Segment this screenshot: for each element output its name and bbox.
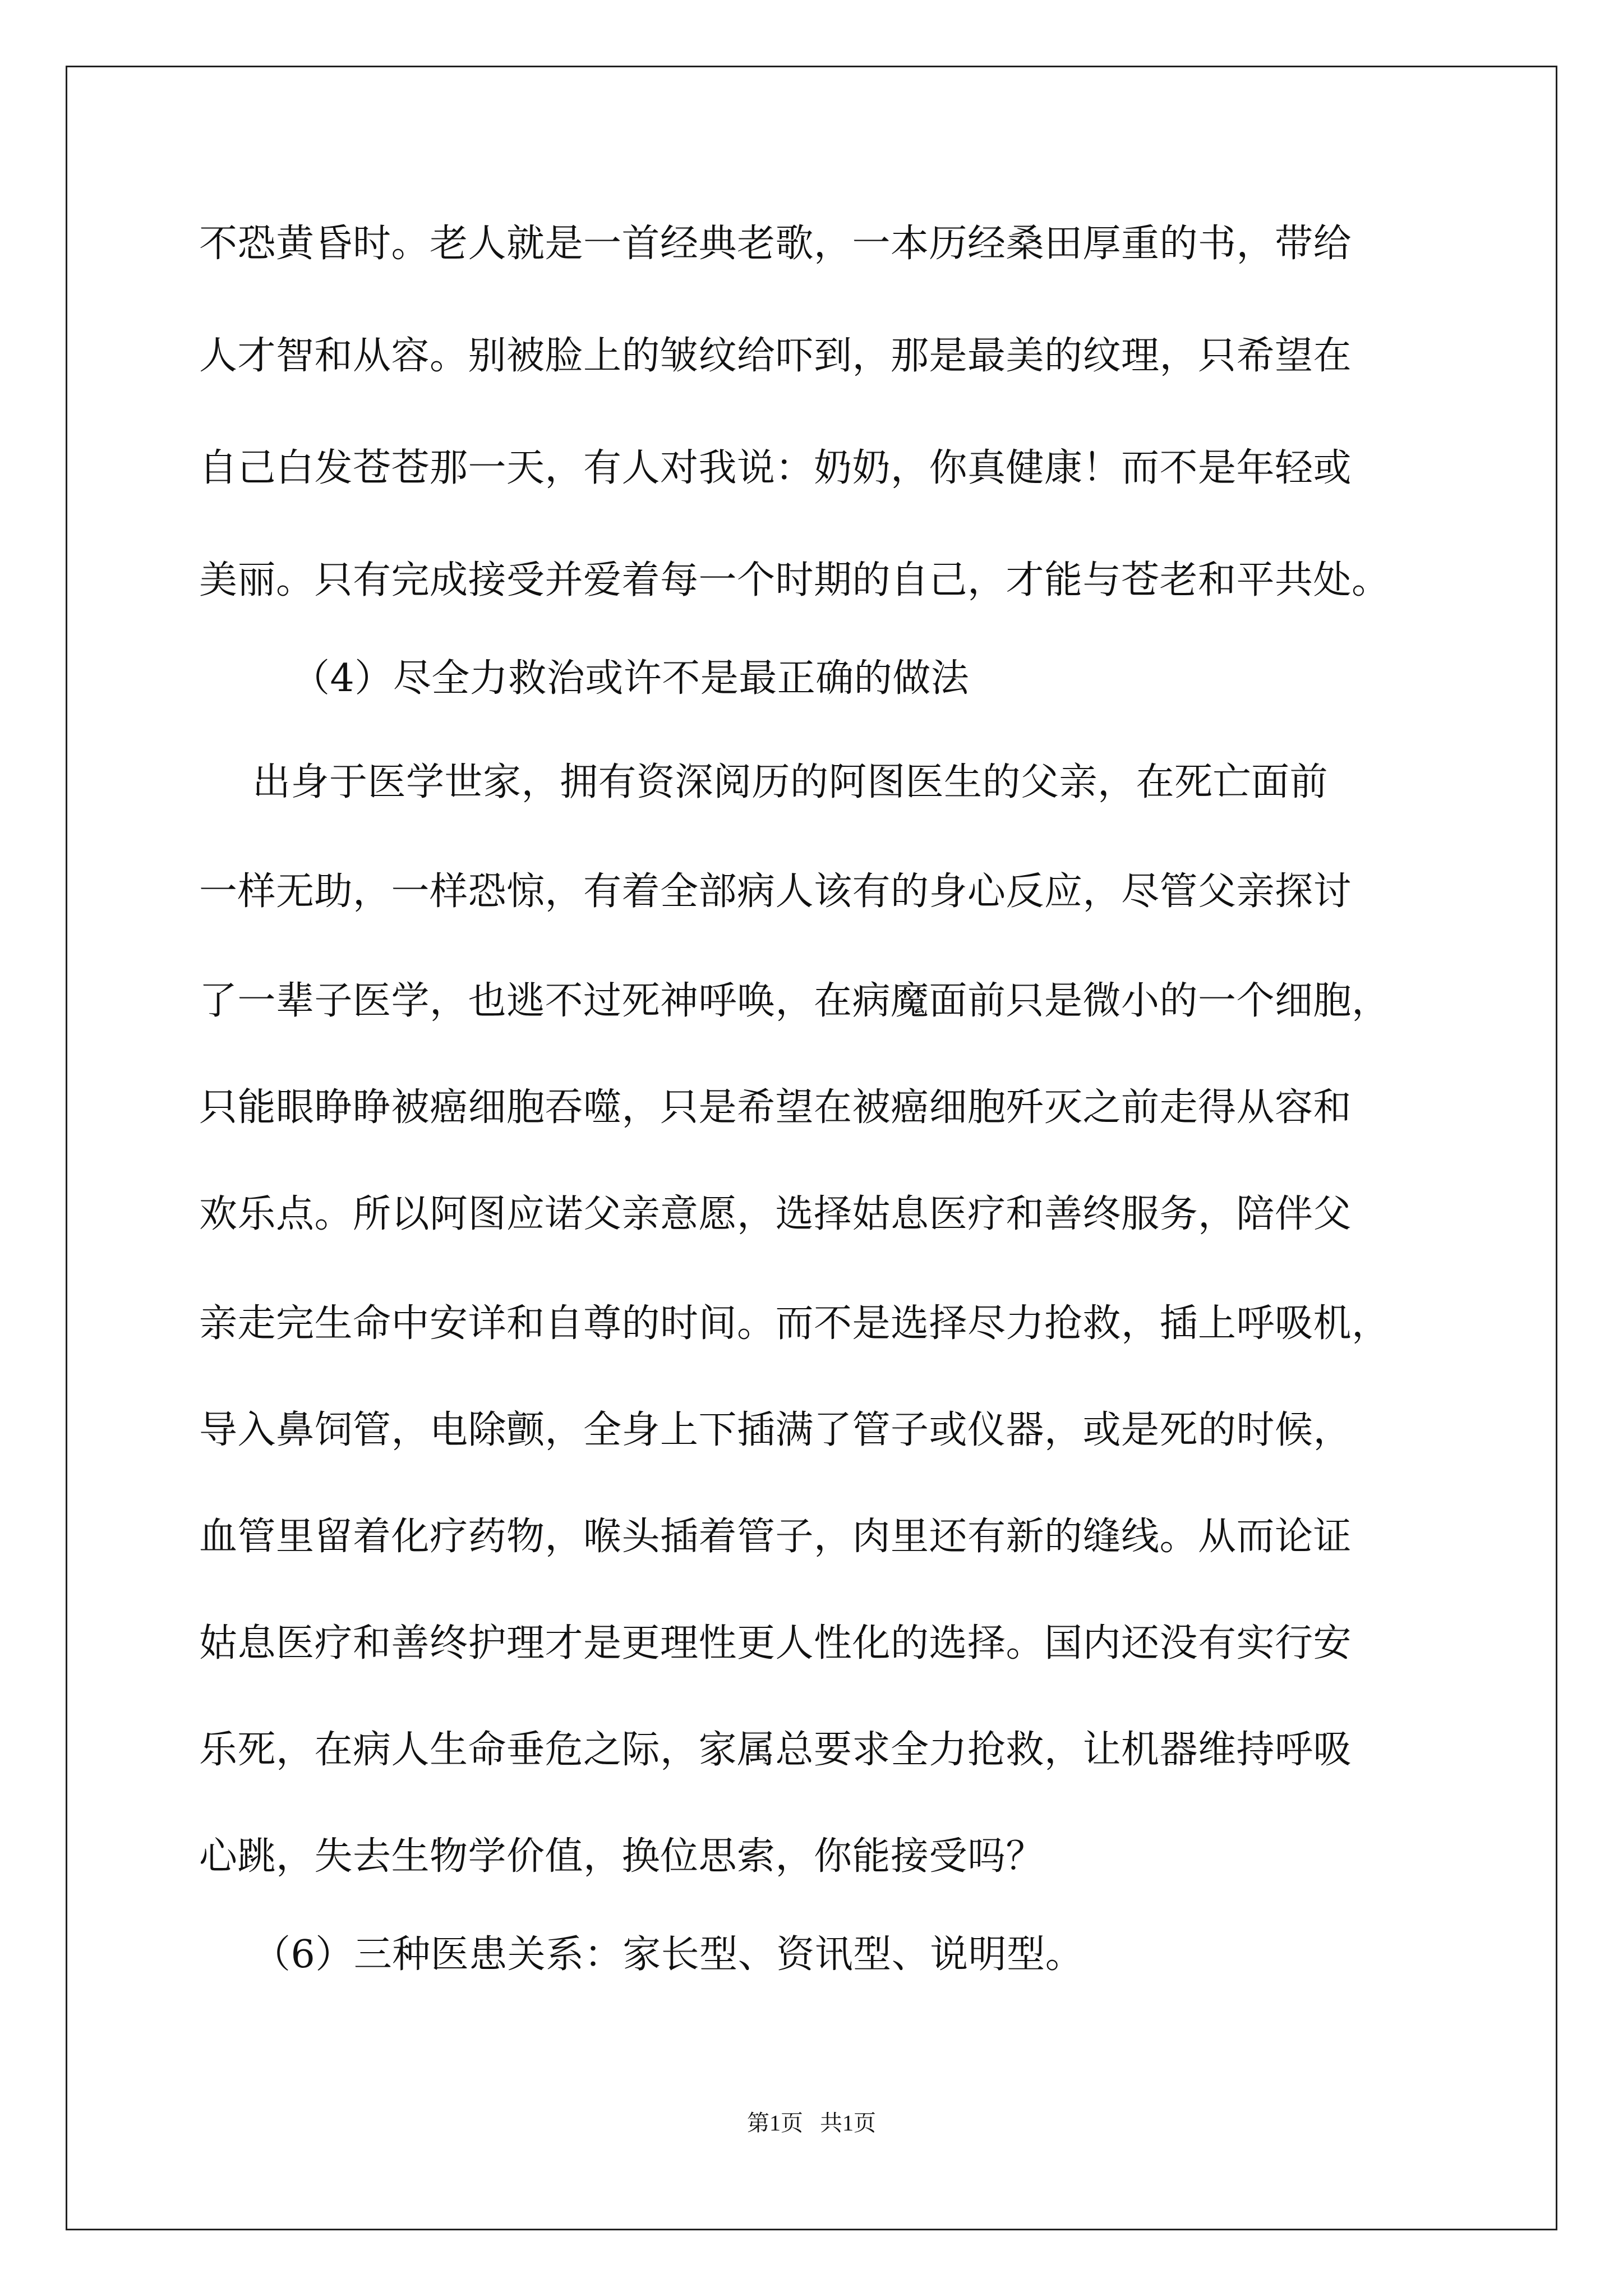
section-heading: （6）三种医患关系：家长型、资讯型、说明型。 [252,1932,1084,1977]
page-border [66,66,1557,2230]
paragraph-line: 了一辈子医学，也逃不过死神呼唤，在病魔面前只是微小的一个细胞， [199,979,1390,1023]
paragraph-line: 自己白发苍苍那一天，有人对我说：奶奶，你真健康！而不是年轻或 [199,446,1352,490]
paragraph-line: 不恐黄昏时。老人就是一首经典老歌，一本历经桑田厚重的书，带给 [199,222,1352,266]
paragraph-line: 人才智和从容。别被脸上的皱纹给吓到，那是最美的纹理，只希望在 [199,334,1352,378]
paragraph-line: 出身于医学世家，拥有资深阅历的阿图医生的父亲，在死亡面前 [252,760,1329,804]
paragraph-line: 一样无助，一样恐惊，有着全部病人该有的身心反应，尽管父亲探讨 [199,869,1352,914]
paragraph-line: 乐死，在病人生命垂危之际，家属总要求全力抢救，让机器维持呼吸 [199,1728,1352,1772]
paragraph-line: 只能眼睁睁被癌细胞吞噬，只是希望在被癌细胞歼灭之前走得从容和 [199,1085,1352,1130]
paragraph-line: 美丽。只有完成接受并爱着每一个时期的自己，才能与苍老和平共处。 [199,558,1390,602]
page-number-footer: 第1页 共1页 [747,2110,876,2136]
paragraph-line: 欢乐点。所以阿图应诺父亲意愿，选择姑息医疗和善终服务，陪伴父 [199,1192,1352,1236]
paragraph-line: 心跳，失去生物学价值，换位思索，你能接受吗？ [199,1834,1045,1879]
paragraph-line: 姑息医疗和善终护理才是更理性更人性化的选择。国内还没有实行安 [199,1621,1352,1665]
paragraph-line: 亲走完生命中安详和自尊的时间。而不是选择尽力抢救，插上呼吸机， [199,1301,1390,1346]
paragraph-line: 血管里留着化疗药物，喉头插着管子，肉里还有新的缝线。从而论证 [199,1515,1352,1559]
section-heading: （4）尽全力救治或许不是最正确的做法 [292,656,970,701]
paragraph-line: 导入鼻饲管，电除颤，全身上下插满了管子或仪器，或是死的时候， [199,1408,1352,1452]
